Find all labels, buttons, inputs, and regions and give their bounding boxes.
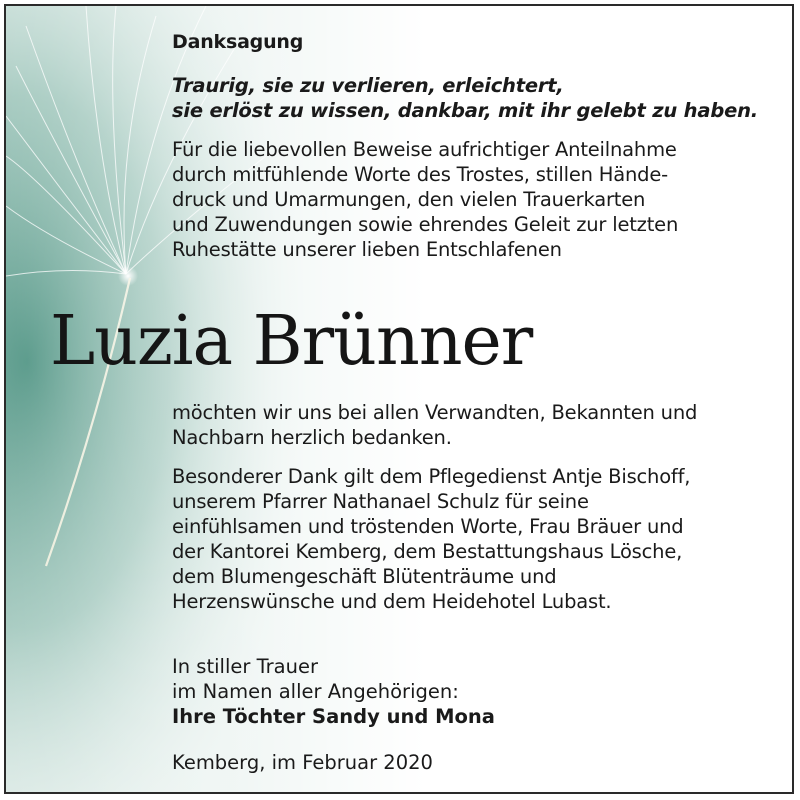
intro-paragraph [172, 137, 792, 262]
thanks-line: möchten wir uns bei allen Verwandten, Bekannten und [172, 401, 698, 424]
special-line: Besonderer Dank gilt dem Pflegedienst Antje Bischoff, [172, 465, 691, 488]
heading: Danksagung [172, 31, 304, 53]
special-line: der Kantorei Kemberg, dem Bestattungshaus Lösche, [172, 540, 683, 563]
text-column-lower [172, 400, 792, 628]
closing-line: im Namen aller Angehörigen: [172, 680, 459, 703]
intro-line: druck und Umarmungen, den vielen Trauerkarten [172, 188, 646, 211]
thanks-paragraph [172, 400, 792, 450]
special-thanks-paragraph [172, 464, 792, 614]
intro-line: und Zuwendungen sowie ehrendes Geleit zur letzten [172, 213, 679, 236]
special-line: dem Blumengeschäft Blütenträume und [172, 565, 557, 588]
obituary-frame [4, 4, 794, 794]
motto-line: sie erlöst zu wissen, dankbar, mit ihr gelebt zu haben. [172, 99, 758, 122]
thanks-line: Nachbarn herzlich bedanken. [172, 426, 452, 449]
motto [172, 73, 792, 123]
special-line: einfühlsamen und tröstenden Worte, Frau Bräuer und [172, 515, 684, 538]
place-date: Kemberg, im Februar 2020 [172, 751, 433, 774]
deceased-name: Luzia Brünner [50, 302, 533, 381]
text-column [172, 30, 792, 276]
closing-line: In stiller Trauer [172, 655, 318, 678]
intro-line: Ruhestätte unserer lieben Entschlafenen [172, 238, 562, 261]
signers: Ihre Töchter Sandy und Mona [172, 705, 495, 728]
special-line: unserem Pfarrer Nathanael Schulz für seine [172, 490, 589, 513]
motto-line: Traurig, sie zu verlieren, erleichtert, [172, 74, 564, 97]
intro-line: durch mitfühlende Worte des Trostes, stillen Hände- [172, 163, 668, 186]
special-line: Herzenswünsche und dem Heidehotel Lubast. [172, 590, 612, 613]
intro-line: Für die liebevollen Beweise aufrichtiger Anteilnahme [172, 138, 677, 161]
closing-block [172, 654, 772, 729]
